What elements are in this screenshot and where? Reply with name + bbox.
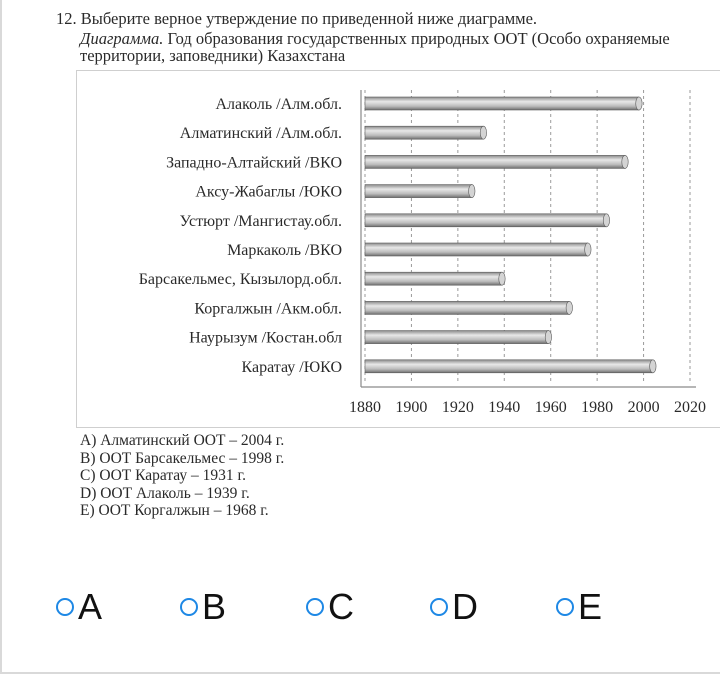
bar: [365, 272, 502, 285]
answer-choices: [56, 585, 716, 635]
radio-d-icon[interactable]: [430, 598, 448, 616]
category-label: Устюрт /Мангистау.обл.: [179, 212, 342, 230]
option-a: A) Алматинский ООТ – 2004 г.: [80, 432, 285, 449]
bar: [365, 126, 483, 139]
caption-text: Год образования государственных природных ООТ (Особо охраняемые территории, заповедники) Казахстана: [80, 29, 670, 65]
bar-end-cap: [499, 272, 505, 285]
answer-d-label[interactable]: D: [452, 586, 478, 627]
answer-options-list: [80, 432, 284, 520]
bar-end-cap: [636, 97, 642, 110]
x-tick-label: 1960: [534, 399, 567, 416]
answer-c[interactable]: [306, 585, 354, 629]
category-label: Алаколь /Алм.обл.: [215, 96, 342, 113]
bar: [365, 243, 588, 256]
x-tick-label: 1980: [581, 399, 614, 416]
category-label: Аксу-Жабаглы /ЮКО: [195, 183, 342, 201]
bar: [365, 331, 548, 344]
bar-end-cap: [650, 360, 656, 373]
x-tick-label: 2000: [627, 399, 660, 416]
bar-end-cap: [603, 214, 609, 227]
x-tick-label: 1880: [349, 399, 381, 416]
bar-end-cap: [469, 185, 475, 198]
category-label: Маркаколь /ВКО: [227, 242, 342, 259]
category-label: Каратау /ЮКО: [241, 358, 342, 376]
radio-c-icon[interactable]: [306, 598, 324, 616]
category-label: Алматинский /Алм.обл.: [179, 125, 342, 143]
x-tick-label: 1920: [441, 399, 474, 416]
question-number: 12.: [56, 9, 77, 28]
bar-end-cap: [480, 126, 486, 139]
bar: [365, 185, 472, 198]
x-tick-label: 1940: [488, 399, 521, 416]
option-c: C) ООТ Каратау – 1931 г.: [80, 467, 247, 484]
bar: [365, 155, 625, 168]
bar: [365, 301, 569, 314]
bar: [365, 97, 639, 110]
x-tick-label: 1900: [395, 399, 428, 416]
answer-b[interactable]: [180, 585, 226, 629]
bar-end-cap: [545, 331, 551, 344]
answer-a[interactable]: [56, 585, 102, 629]
question-text: Выберите верное утверждение по приведенной ниже диаграмме.: [80, 9, 538, 28]
radio-b-icon[interactable]: [180, 598, 198, 616]
x-tick-label: 2020: [674, 399, 706, 416]
option-d: D) ООТ Алаколь – 1939 г.: [80, 484, 250, 502]
category-label: Барсакельмес, Кызылорд.обл.: [138, 271, 342, 289]
bar-end-cap: [566, 301, 572, 314]
radio-a-icon[interactable]: [56, 598, 74, 616]
option-e: E) ООТ Коргалжын – 1968 г.: [80, 502, 269, 519]
answer-a-label[interactable]: A: [78, 586, 103, 627]
bar: [365, 360, 653, 373]
caption-label: Диаграмма.: [80, 29, 164, 48]
option-b: B) ООТ Барсакельмес – 1998 г.: [80, 449, 285, 467]
answer-e[interactable]: [556, 585, 602, 629]
answer-c-label[interactable]: C: [328, 586, 354, 627]
bar-end-cap: [585, 243, 591, 256]
radio-e-icon[interactable]: [556, 598, 574, 616]
bar-end-cap: [622, 155, 628, 168]
bar: [365, 214, 606, 227]
answer-b-label[interactable]: B: [202, 586, 227, 627]
category-label: Западно-Алтайский /ВКО: [166, 154, 342, 172]
category-label: Наурызум /Костан.обл: [189, 329, 342, 347]
answer-d[interactable]: [430, 585, 478, 629]
category-label: Коргалжын /Акм.обл.: [194, 300, 342, 318]
answer-e-label[interactable]: E: [578, 586, 603, 627]
